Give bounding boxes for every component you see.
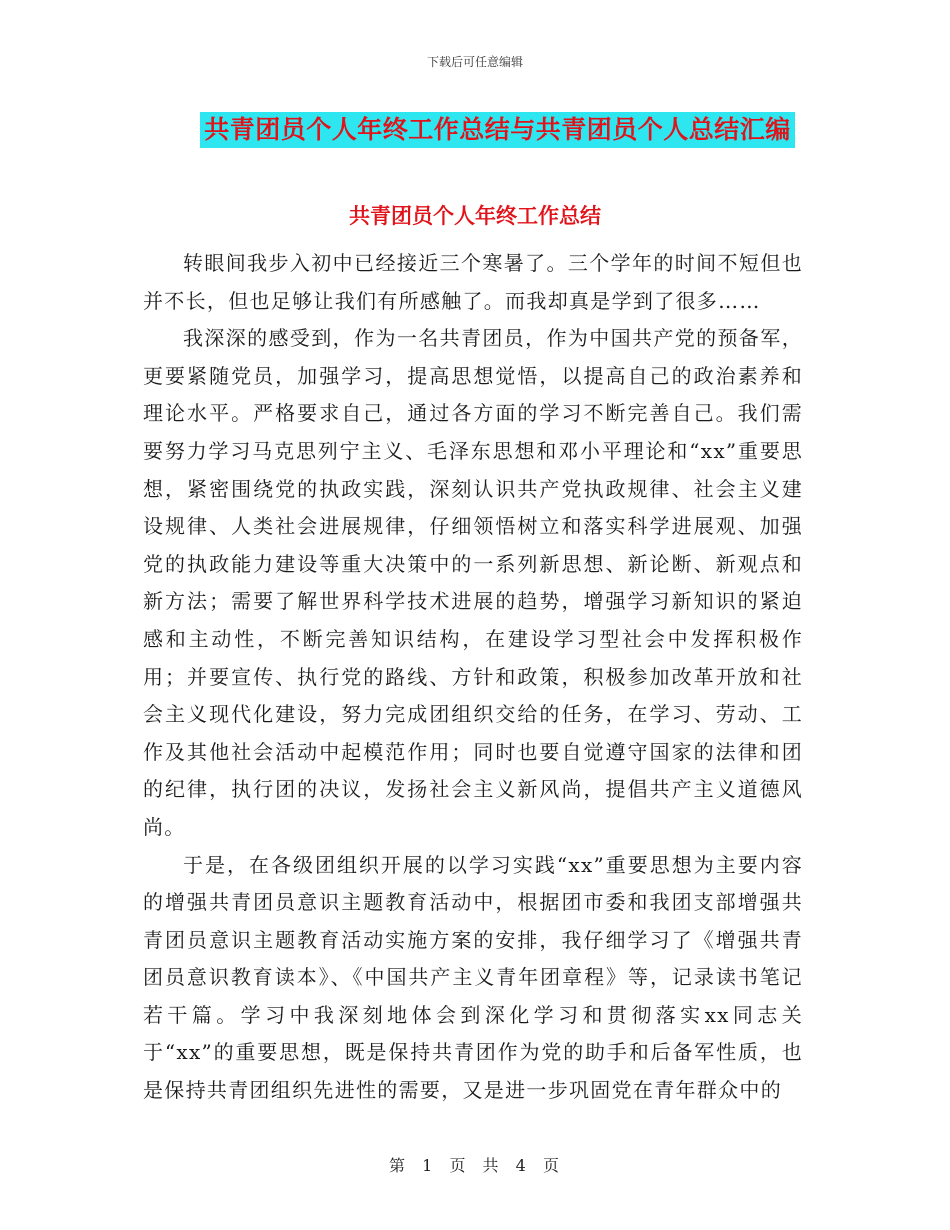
footer-gong: 共 [482,1156,501,1175]
header-note: 下载后可任意编辑 [426,55,523,69]
footer-di: 第 [389,1156,408,1175]
document-body [143,245,803,1110]
footer-ye: 页 [449,1156,468,1175]
paragraph: 于是，在各级团组织开展的以学习实践“xx”重要思想为主要内容的增强共青团员意识主题教育活动中，根据团市委和我团支部增强共青团员意识主题教育活动实施方案的安排，我仔细学习了《增强共青团员意识教育读本》、《中国共产主义青年团章程》等，记录读书笔记若干篇。学习中我深刻地体会到深化学习和贯彻落实xx同志关于“xx”的重要思想，既是保持共青团作为党的助手和后备军性质，也是保持共青团组织先进性的需要，又是进一步巩固党在青年群众中的 [143,852,803,1103]
current-page-number: 1 [422,1156,435,1175]
paragraph: 我深深的感受到，作为一名共青团员，作为中国共产党的预备军，更要紧随党员，加强学习，提高思想觉悟，以提高自己的政治素养和理论水平。严格要求自己，通过各方面的学习不断完善自己。我们需要努力学习马克思列宁主义、毛泽东思想和邓小平理论和“xx”重要思想，紧密围绕党的执政实践，深刻认识共产党执政规律、社会主义建设规律、人类社会进展规律，仔细领悟树立和落实科学进展观、加强党的执政能力建设等重大决策中的一系列新思想、新论断、新观点和新方法；需要了解世界科学技术进展的趋势，增强学习新知识的紧迫感和主动性，不断完善知识结构，在建设学习型社会中发挥积极作用；并要宣传、执行党的路线、方针和政策，积极参加改革开放和社会主义现代化建设，努力完成团组织交给的任务，在学习、劳动、工作及其他社会活动中起模范作用；同时也要自觉遵守国家的法律和团的纪律，执行团的决议，发扬社会主义新风尚，提倡共产主义道德风尚。 [143,326,803,839]
main-title: 共青团员个人年终工作总结与共青团员个人总结汇编 [200,112,795,148]
paragraph: 转眼间我步入初中已经接近三个寒暑了。三个学年的时间不短但也并不长，但也足够让我们有所感触了。而我却真是学到了很多…… [143,251,803,313]
footer-ye: 页 [542,1156,561,1175]
section-title: 共青团员个人年终工作总结 [349,204,601,228]
main-title-wrap [0,112,950,148]
page-footer [0,1153,950,1176]
total-pages-number: 4 [515,1156,528,1175]
